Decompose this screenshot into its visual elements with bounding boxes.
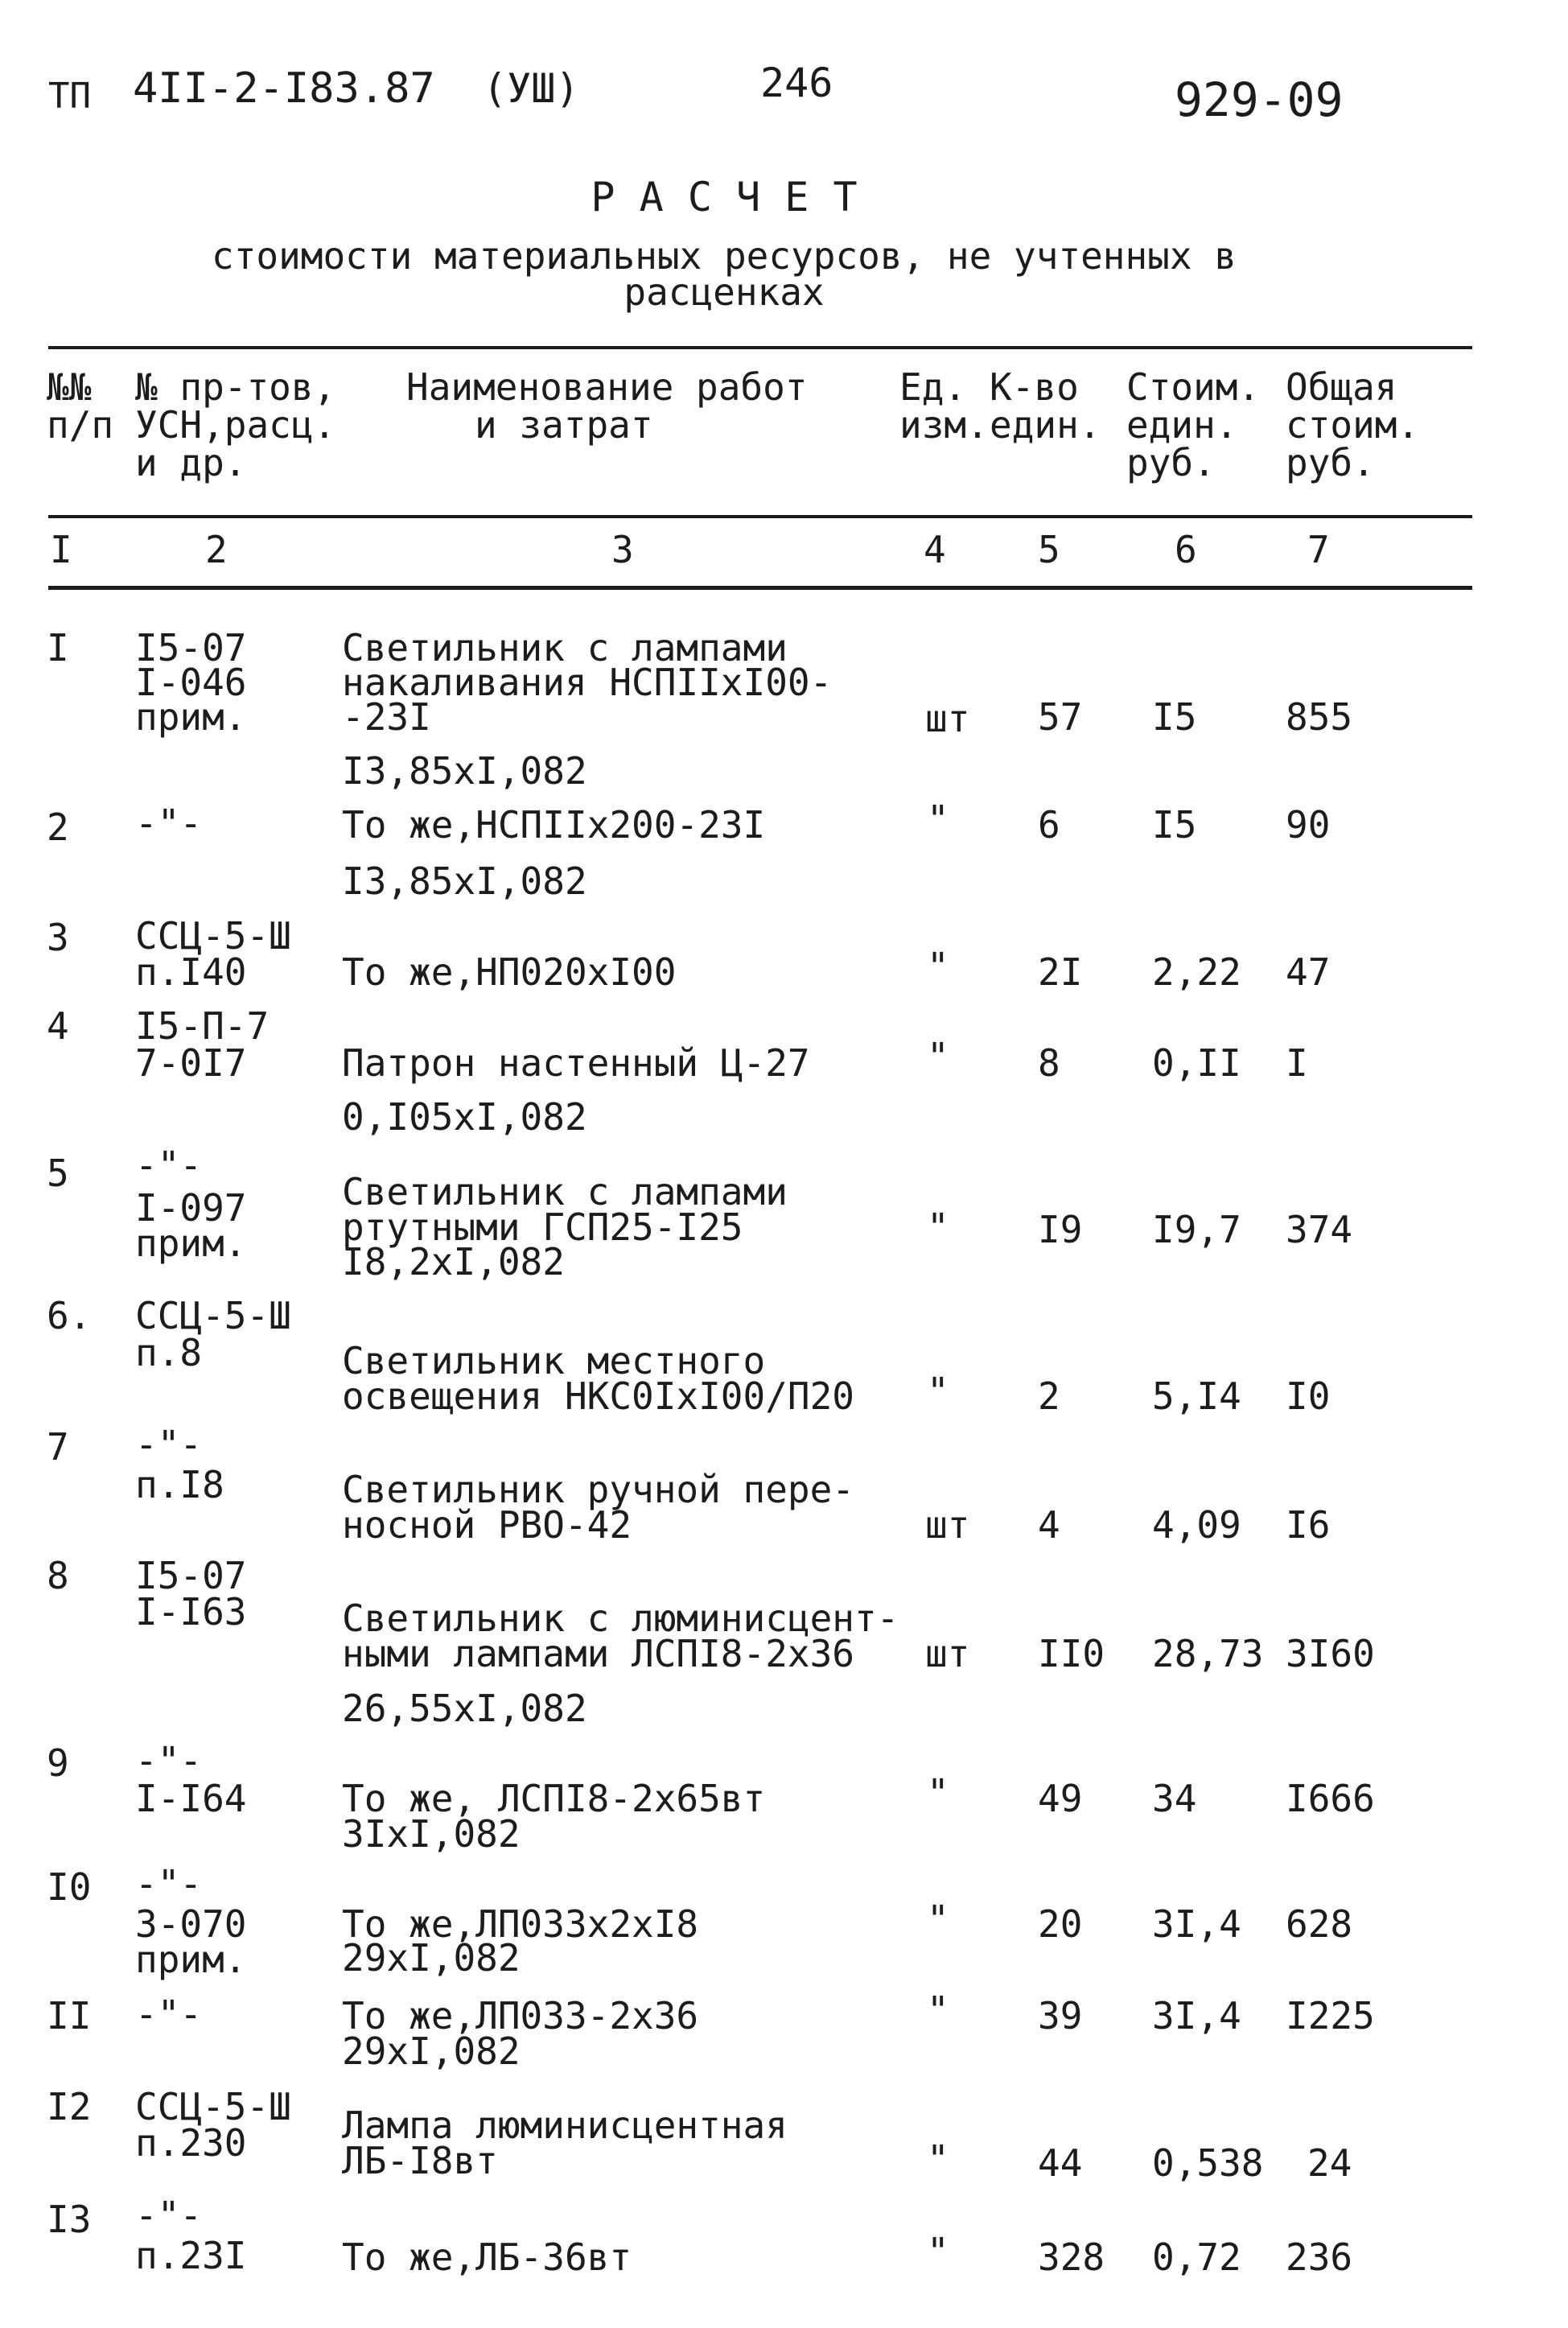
row-name: То же, ЛСПI8-2х65вт	[342, 1777, 766, 1820]
row-name: То же,НП020хI00	[342, 950, 677, 994]
row-name: ными лампами ЛСПI8-2х36	[342, 1632, 854, 1675]
row-number: 4	[47, 1004, 69, 1048]
album-number: (УШ)	[483, 65, 580, 112]
col-number: 2	[205, 528, 228, 571]
header-col4-l1: Ед.	[899, 365, 967, 409]
header-col5-l1: К-во	[990, 365, 1079, 409]
row-number: 8	[47, 1554, 69, 1597]
row-name: Патрон настенный Ц-27	[342, 1041, 810, 1085]
row-name: Лампа люминисцентная	[342, 2103, 788, 2147]
project-code: 4II-2-I83.87	[133, 64, 435, 113]
header-col2-l3: и др.	[135, 441, 247, 484]
row-total: 3I60	[1286, 1632, 1375, 1675]
row-name: 3IхI,082	[342, 1812, 521, 1856]
row-total: 628	[1286, 1902, 1353, 1946]
row-ref: п.I40	[135, 950, 247, 994]
row-ref: I-I63	[135, 1590, 247, 1634]
row-ref: ССЦ-5-Ш	[135, 914, 291, 958]
row-ref: 3-070	[135, 1902, 247, 1946]
row-price: I5	[1152, 695, 1197, 739]
row-name: 29хI,082	[342, 2029, 521, 2073]
row-ref: -"-	[135, 1992, 203, 2036]
row-name: освещения НКС0IхI00/П20	[342, 1374, 854, 1418]
row-qty: 8	[1038, 1041, 1060, 1085]
row-qty: 328	[1038, 2235, 1105, 2279]
row-name: накаливания НСПIIхI00-	[342, 661, 833, 704]
row-unit: "	[927, 1897, 949, 1941]
row-name: То же,ЛП033х2хI8	[342, 1902, 699, 1946]
header-col2-l2: УСН,расц.	[135, 403, 336, 447]
document-title: Р А С Ч Е Т	[591, 174, 858, 220]
row-ref: ССЦ-5-Ш	[135, 1294, 291, 1337]
row-number: 3	[47, 916, 69, 959]
document-subtitle-line2: расценках	[623, 270, 825, 314]
row-qty: II0	[1038, 1632, 1105, 1675]
row-qty: 39	[1038, 1994, 1083, 2038]
row-number: 5	[47, 1152, 69, 1195]
row-ref: -"-	[135, 1739, 203, 1782]
row-name: Светильник ручной пере-	[342, 1468, 854, 1511]
column-numbers-rule	[48, 586, 1472, 590]
row-price: 34	[1152, 1777, 1197, 1820]
row-total: 855	[1286, 695, 1353, 739]
row-unit: шт	[925, 1632, 970, 1675]
row-ref: I5-07	[135, 626, 247, 670]
row-ref: 7-0I7	[135, 1041, 247, 1085]
header-col5-l2: един.	[990, 403, 1101, 447]
row-name: I8,2хI,082	[342, 1240, 565, 1283]
row-number: I3	[47, 2198, 92, 2241]
row-number: I0	[47, 1865, 92, 1909]
row-ref: -"-	[135, 1423, 203, 1466]
row-ref: I-I64	[135, 1777, 247, 1820]
row-total: I666	[1286, 1777, 1375, 1820]
row-ref: I-046	[135, 661, 247, 704]
row-total: I	[1286, 1041, 1308, 1085]
row-unit: "	[927, 2230, 949, 2273]
row-ref: ССЦ-5-Ш	[135, 2085, 291, 2128]
row-price: 4,09	[1152, 1503, 1241, 1547]
row-total: 374	[1286, 1208, 1353, 1251]
row-qty: 2I	[1038, 950, 1083, 994]
row-qty: 44	[1038, 2141, 1083, 2185]
row-ref: -"-	[135, 1862, 203, 1906]
header-col7-l3: руб.	[1286, 441, 1375, 484]
document-subtitle-line1: стоимости материальных ресурсов, не учтенных в	[212, 234, 1237, 278]
row-price: 0,72	[1152, 2235, 1241, 2279]
row-qty: 2	[1038, 1374, 1060, 1418]
col-number: 7	[1307, 528, 1330, 571]
header-bottom-rule	[48, 515, 1472, 518]
row-total: I225	[1286, 1994, 1375, 2038]
row-ref: прим.	[135, 1222, 247, 1265]
row-price: 28,73	[1152, 1632, 1264, 1675]
col-number: 4	[924, 528, 946, 571]
row-name: Светильник с лампами	[342, 1170, 788, 1213]
row-total: 47	[1286, 950, 1331, 994]
row-price: 2,22	[1152, 950, 1241, 994]
row-name: 29хI,082	[342, 1936, 521, 1980]
row-ref: п.230	[135, 2121, 247, 2165]
col-number: 5	[1038, 528, 1060, 571]
table-top-rule	[48, 346, 1472, 349]
header-col6-l2: един.	[1126, 403, 1238, 447]
row-ref: п.23I	[135, 2234, 247, 2277]
header-col1-l1: №№	[47, 365, 92, 409]
row-number: I2	[47, 2085, 92, 2128]
series-label: ТП	[48, 76, 91, 117]
row-qty: 20	[1038, 1902, 1083, 1946]
page-number: 246	[760, 60, 833, 106]
row-price: I9,7	[1152, 1208, 1241, 1251]
row-unit: "	[927, 1370, 949, 1413]
row-number: II	[47, 1994, 92, 2038]
row-ref: -"-	[135, 1143, 203, 1187]
row-qty: 57	[1038, 695, 1083, 739]
col-number: I	[50, 528, 72, 571]
row-total: 90	[1286, 803, 1331, 847]
header-col2-l1: № пр-тов,	[135, 365, 336, 409]
row-total: I6	[1286, 1503, 1331, 1547]
row-name: -23I	[342, 695, 431, 739]
row-price: 5,I4	[1152, 1374, 1241, 1418]
header-col7-l1: Общая	[1286, 365, 1397, 409]
row-total: 24	[1307, 2141, 1352, 2185]
row-name: Светильник с люминисцент-	[342, 1597, 899, 1640]
row-total: 236	[1286, 2235, 1353, 2279]
row-name: То же,ЛП033-2х36	[342, 1994, 699, 2038]
row-unit: "	[927, 1988, 949, 2032]
row-number: I	[47, 626, 69, 670]
row-qty: 49	[1038, 1777, 1083, 1820]
row-unit: шт	[925, 1503, 970, 1547]
row-ref: прим.	[135, 1938, 247, 1981]
row-ref: п.I8	[135, 1463, 224, 1506]
row-ref: -"-	[135, 2194, 203, 2237]
col-number: 6	[1175, 528, 1197, 571]
row-qty: 6	[1038, 803, 1060, 847]
row-qty: I9	[1038, 1208, 1083, 1251]
row-unit: "	[927, 797, 949, 841]
row-number: 6.	[47, 1294, 92, 1337]
row-ref: прим.	[135, 695, 247, 739]
row-number: 7	[47, 1425, 69, 1469]
sheet-number: 929-09	[1175, 72, 1344, 127]
header-col4-l2: изм.	[899, 403, 989, 447]
row-ref: I5-П-7	[135, 1004, 270, 1048]
header-col3-l2: и затрат	[475, 403, 653, 447]
row-total: I0	[1286, 1374, 1331, 1418]
row-name: носной РВО-42	[342, 1503, 632, 1547]
row-calc: 26,55хI,082	[342, 1687, 587, 1730]
row-price: 3I,4	[1152, 1994, 1241, 2038]
row-ref: -"-	[135, 801, 203, 845]
row-unit: "	[927, 1771, 949, 1815]
row-ref: I5-07	[135, 1554, 247, 1597]
row-price: 0,II	[1152, 1041, 1241, 1085]
row-unit: шт	[925, 697, 970, 740]
row-calc: 0,I05хI,082	[342, 1095, 587, 1139]
row-unit: "	[927, 1205, 949, 1249]
row-calc: I3,85хI,082	[342, 749, 587, 793]
row-unit: "	[927, 2137, 949, 2181]
row-price: 0,538	[1152, 2141, 1264, 2185]
row-name: Светильник местного	[342, 1339, 766, 1382]
row-name: Светильник с лампами	[342, 626, 788, 670]
header-col6-l3: руб.	[1126, 441, 1216, 484]
row-number: 9	[47, 1741, 69, 1785]
row-name: ртутными ГСП25-I25	[342, 1205, 743, 1249]
row-name: То же,НСПIIх200-23I	[342, 803, 766, 847]
row-number: 2	[47, 806, 69, 849]
row-name: ЛБ-I8вт	[342, 2139, 498, 2182]
row-name: То же,ЛБ-36вт	[342, 2235, 632, 2279]
col-number: 3	[611, 528, 634, 571]
row-calc: I3,85хI,082	[342, 859, 587, 903]
row-price: I5	[1152, 803, 1197, 847]
header-col7-l2: стоим.	[1286, 403, 1420, 447]
row-qty: 4	[1038, 1503, 1060, 1547]
row-price: 3I,4	[1152, 1902, 1241, 1946]
header-col6-l1: Стоим.	[1126, 365, 1261, 409]
row-ref: п.8	[135, 1331, 203, 1374]
header-col3-l1: Наименование работ	[406, 365, 808, 409]
row-unit: "	[927, 1035, 949, 1078]
row-unit: "	[927, 945, 949, 988]
row-ref: I-097	[135, 1186, 247, 1230]
header-col1-l2: п/п	[47, 403, 114, 447]
